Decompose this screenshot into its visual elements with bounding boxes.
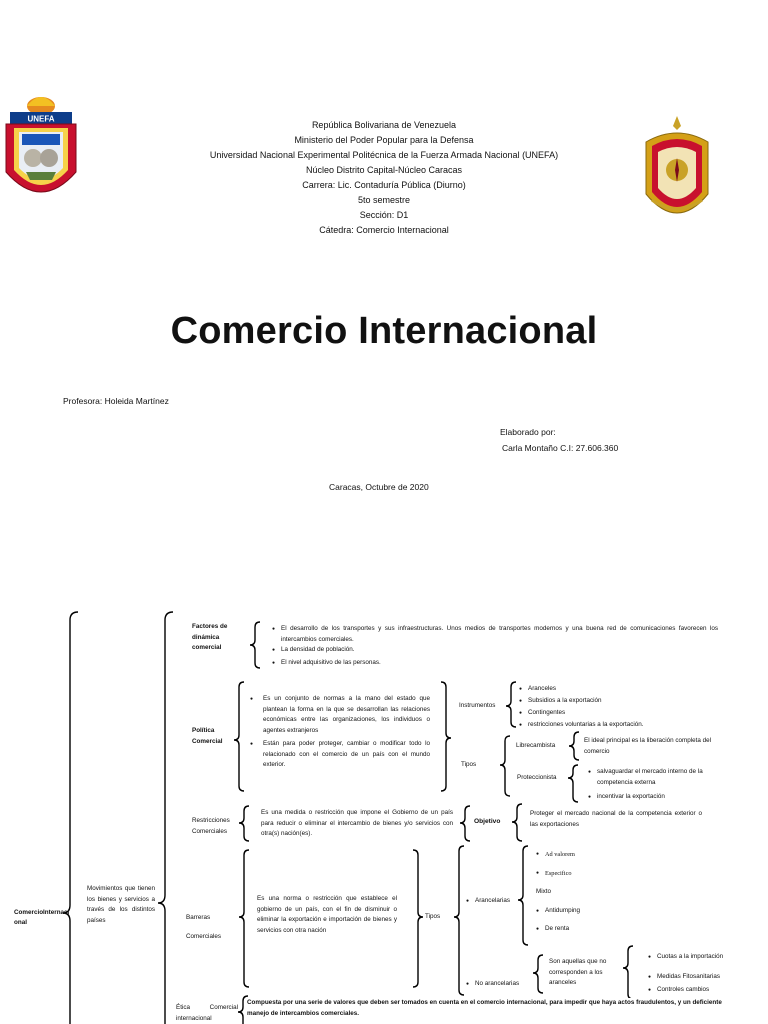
instrumentos-label: Instrumentos: [459, 702, 496, 709]
factor-item: ● La densidad de población.: [272, 645, 718, 656]
politica-tipos-label: Tipos: [461, 761, 477, 768]
barreras-def: Es una norma o restricción que establece el gobierno de un país, con el fin de disminuir o eliminar la exportación e importación de bienes y servicios con otra nación: [257, 895, 397, 934]
instrumento-item: ● restricciones voluntarias a la exportación.: [519, 719, 689, 731]
librecambista-def: El ideal principal es la liberación completa del comercio: [584, 737, 712, 755]
arancelaria-item: ● De renta: [536, 924, 626, 935]
header-line: Universidad Nacional Experimental Politécnica de la Fuerza Armada Nacional (UNEFA): [209, 150, 559, 160]
objetivo-label: Objetivo: [474, 818, 501, 825]
arancelarias-list: [536, 850, 626, 935]
instrumento-item: ● Subsidios a la exportación: [519, 695, 689, 707]
proteccionista-item: ● incentivar la exportación: [588, 792, 718, 803]
politica-item: ● Es un conjunto de normas a la mano del estado que plantean la forma en la que se desarrollan las relaciones económicas entre las organizaciones, los individuos o agentes extranjeros: [250, 694, 430, 736]
barreras-tipos-label: Tipos: [425, 913, 441, 920]
header-line: Sección: D1: [359, 210, 409, 220]
arancelaria-item: ● Antidumping: [536, 906, 626, 917]
no-arancelarias-list: [648, 952, 758, 996]
author: Carla Montaño C.I: 27.606.360: [502, 443, 619, 453]
factor-item: ● El desarrollo de los transportes y sus infraestructuras. Unos medios de transportes modernos y una buena red de comunicaciones favorecen los intercambios comerciales.: [272, 624, 718, 645]
factores-list: [264, 624, 718, 668]
politica-label: Política Comercial: [192, 727, 223, 745]
instrumentos-list: [519, 683, 689, 731]
arancelaria-item: Mixto: [536, 888, 552, 895]
arancelaria-item: ● Ad valorem: [536, 850, 626, 861]
instrumento-item: ● Aranceles: [519, 683, 689, 695]
svg-text:UNEFA: UNEFA: [27, 114, 55, 124]
no-arancelarias-label: ● No arancelarias: [466, 979, 768, 990]
header-line: República Bolivariana de Venezuela: [311, 120, 457, 130]
barreras-label-2: Comerciales: [186, 933, 221, 940]
arancelaria-item: ● Especifico: [536, 869, 626, 880]
proteccionista-item: ● salvaguardar el mercado interno de la competencia externa: [588, 767, 718, 788]
place-date: Caracas, Octubre de 2020: [329, 482, 429, 492]
header-line: Núcleo Distrito Capital-Núcleo Caracas: [305, 165, 463, 175]
root-concept: ComercioInternacional: [14, 909, 70, 926]
header-line: Ministerio del Poder Popular para la Defensa: [294, 135, 474, 145]
arancelarias-label: ● Arancelarias: [466, 896, 768, 907]
document-title: Comercio Internacional: [170, 310, 598, 352]
politica-item: ● Están para poder proteger, cambiar o modificar todo lo relacionado con el comercio de un país con el mundo exterior.: [250, 739, 430, 771]
header-line: 5to semestre: [357, 195, 411, 205]
header-line: Cátedra: Comercio Internacional: [319, 225, 449, 235]
proteccionista-label: Proteccionista: [517, 774, 557, 781]
librecambista-label: Librecambista: [516, 742, 556, 749]
instrumento-item: ● Contingentes: [519, 707, 689, 719]
proteccionista-list: [588, 767, 718, 803]
restricciones-def: Es una medida o restricción que impone el Gobierno de un país para reducir o eliminar el intercambio de bienes y/o servicios con otra(s) nación(es).: [261, 809, 453, 837]
politica-list: [250, 694, 430, 771]
etica-def: Compuesta por una serie de valores que deben ser tomados en cuenta en el comercio internacional, para impedir que haya actos fraudulentos, y un deficiente manejo de intercambios comerciales.: [247, 998, 727, 1019]
no-arancelaria-item: ● Medidas Fitosanitarias: [648, 972, 758, 983]
etica-label: Ética Comercial internacional: [176, 1004, 238, 1022]
objetivo-def: Proteger el mercado nacional de la competencia exterior o las exportaciones: [530, 810, 702, 828]
factores-label: Factores de dinámica comercial: [192, 623, 228, 651]
no-arancelaria-item: ● Controles cambios: [648, 985, 758, 996]
professor: Profesora: Holeida Martínez: [63, 396, 169, 406]
factor-item: ● El nivel adquisitivo de las personas.: [272, 658, 718, 669]
barreras-label: Barreras: [186, 914, 211, 921]
author-label: Elaborado por:: [500, 427, 556, 437]
header-line: Carrera: Lic. Contaduría Pública (Diurno): [302, 180, 466, 190]
no-arancelaria-item: ● Cuotas a la importación: [648, 952, 758, 963]
root-definition: Movimientos que tienen los bienes y servicios a través de los distintos países: [87, 885, 155, 924]
no-arancelarias-def: Son aquellas que no corresponden a los aranceles: [549, 958, 607, 986]
restricciones-label: Restricciones Comerciales: [192, 817, 230, 835]
